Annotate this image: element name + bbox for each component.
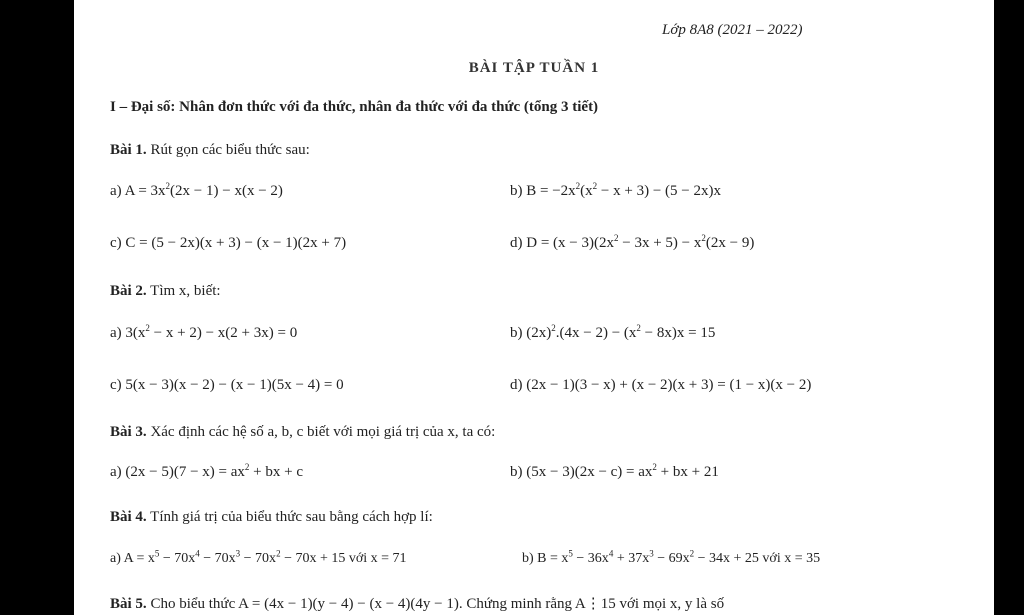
- class-year-label: Lớp 8A8 (2021 – 2022): [662, 22, 803, 38]
- exercise-text: Tìm x, biết:: [150, 283, 221, 299]
- exercise-3-item-b: b) $(5x - 3)(2x - c) = ax^2$ + bx + 21: [510, 462, 719, 480]
- exercise-label: Bài 3.: [110, 424, 147, 440]
- exercise-text: Xác định các hệ số a, b, c biết với mọi giá trị của x, ta có:: [150, 424, 496, 440]
- exercise-2-item-c: c) 5(x − 3)(x − 2) − (x − 1)(5x − 4) = 0: [110, 377, 344, 393]
- exercise-1-item-c: c) C = (5 − 2x)(x + 3) − (x − 1)(2x + 7): [110, 235, 347, 251]
- exercise-5-heading: [110, 594, 724, 613]
- exercise-1-item-a: a) $A = 3x^2(2x - 1) - x(x - 2)$: [110, 181, 283, 199]
- section-heading: I – Đại số: Nhân đơn thức với đa thức, nhân đa thức với đa thức (tổng 3 tiết): [110, 99, 599, 115]
- exercise-text: Rút gọn các biểu thức sau:: [150, 142, 310, 158]
- exercise-2-item-b: b) $(2x)^2.(4x - 2) - (x^2 - 8x)x = 15$: [510, 323, 716, 341]
- exercise-2-item-a: a) $3(x^2 - x + 2) - x(2 + 3x) = 0$: [110, 323, 298, 341]
- exercise-2-item-d: d) (2x − 1)(3 − x) + (x − 2)(x + 3) = (1 − x)(x − 2): [510, 377, 812, 393]
- exercise-label: Bài 2.: [110, 283, 147, 299]
- exercise-text: Cho biểu thức A = (4x − 1)(y − 4) − (x − 4)(4y − 1). Chứng minh rằng A⋮15 với mọi x, y là số: [150, 596, 725, 612]
- exercise-2-heading: [110, 283, 221, 300]
- exercise-label: Bài 4.: [110, 509, 147, 525]
- exercise-4-item-b: b) $B = x^5 - 36x^4 + 37x^3 - 69x^2 - 34x + 25$ với x = 35: [522, 548, 821, 566]
- exercise-4-item-a: a) $A = x^5 - 70x^4 - 70x^3 - 70x^2 - 70x + 15$ với x = 71: [110, 548, 407, 566]
- exercise-1-heading: [110, 142, 310, 159]
- exercise-label: Bài 5.: [110, 596, 147, 612]
- exercise-3-heading: [110, 424, 495, 441]
- exercise-label: Bài 1.: [110, 142, 147, 158]
- exercise-text: Tính giá trị của biểu thức sau bằng cách hợp lí:: [150, 509, 433, 525]
- document-page: [74, 0, 994, 615]
- exercise-1-item-d: d) $D = (x - 3)(2x^2 - 3x + 5) - x^2(2x - 9)$: [510, 233, 755, 251]
- page-title: BÀI TẬP TUẦN 1: [468, 60, 600, 76]
- exercise-3-item-a: a) $(2x - 5)(7 - x) = ax^2$ + bx + c: [110, 462, 303, 480]
- exercise-1-item-b: b) $B = -2x^2(x^2 - x + 3) - (5 - 2x)x$: [510, 181, 721, 199]
- exercise-4-heading: [110, 509, 433, 526]
